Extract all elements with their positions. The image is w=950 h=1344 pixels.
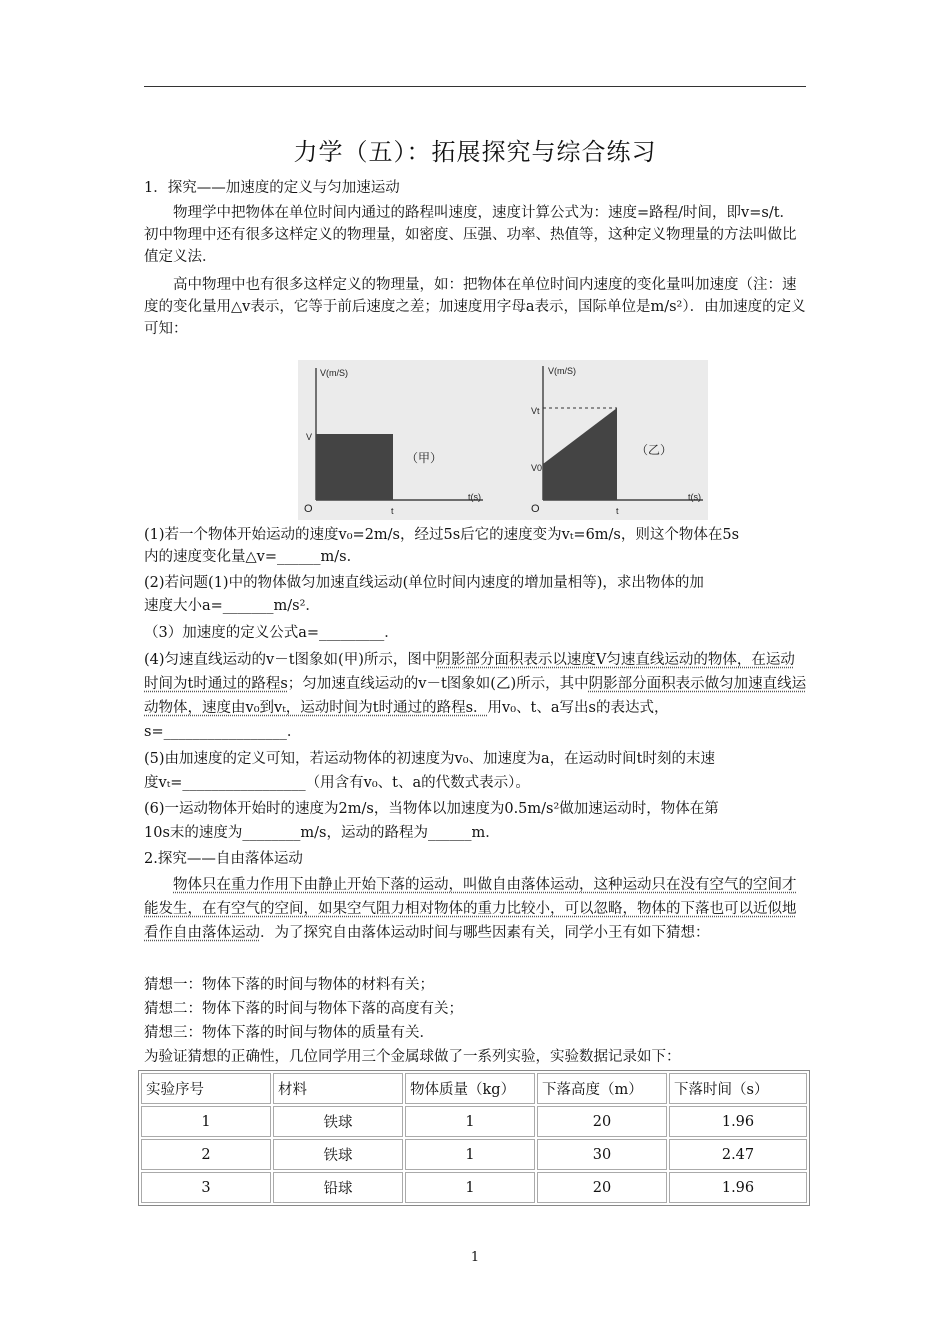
left-origin-label: O [304, 503, 313, 515]
question6-line2: 10s末的速度为________m/s，运动的路程为______m． [144, 825, 500, 841]
table-cell: 1.96 [669, 1172, 807, 1203]
table-row [141, 1139, 807, 1170]
question4 [144, 648, 808, 744]
section2-heading: 2.探究——自由落体运动 [144, 851, 303, 867]
right-tag: （乙） [636, 443, 673, 457]
table-cell: 2.47 [669, 1139, 807, 1170]
table-cell: 1 [141, 1106, 271, 1137]
right-v0-label: V0 [531, 463, 543, 473]
page-number: 1 [470, 1250, 480, 1265]
table-row [141, 1172, 807, 1203]
section2-para [144, 873, 808, 945]
table-cell: 20 [537, 1172, 667, 1203]
table-header-row [141, 1073, 807, 1104]
question5-line2: 度vₜ=_________________（用含有v₀、t、a的代数式表示）。 [144, 775, 530, 791]
experiment-table [138, 1070, 810, 1206]
left-tag: （甲） [406, 451, 443, 465]
table-cell: 1 [405, 1106, 535, 1137]
table-cell: 铁球 [273, 1139, 403, 1170]
question1-line1: (1)若一个物体开始运动的速度v₀=2m/s，经过5s后它的速度变为vₜ=6m/s，则这个物体在5s [144, 527, 740, 543]
left-xlabel: t(s) [468, 492, 481, 502]
table-header-cell: 实验序号 [141, 1073, 271, 1104]
question1-line2: 内的速度变化量△v=______m/s． [144, 549, 362, 565]
table-cell: 30 [537, 1139, 667, 1170]
left-t-label: t [391, 506, 394, 516]
table-header-cell: 材料 [273, 1073, 403, 1104]
question4-underlined2: 阴影部分面积表示做匀加速直线运动物体，速度由v₀到vₜ，运动时间为t时通过的路程s． [144, 676, 807, 716]
right-xlabel: t(s) [688, 492, 701, 502]
table-header-cell: 物体质量（kg） [405, 1073, 535, 1104]
right-t-label: t [616, 506, 619, 516]
page-title: 力学（五）：拓展探究与综合练习 [293, 138, 657, 166]
table-cell: 铁球 [273, 1106, 403, 1137]
table-cell: 2 [141, 1139, 271, 1170]
right-vt-label: Vt [531, 406, 540, 416]
table-cell: 1 [405, 1172, 535, 1203]
vt-graphs-svg [298, 360, 708, 520]
table-row [141, 1106, 807, 1137]
table-header-cell: 下落高度（m） [537, 1073, 667, 1104]
left-shaded-area [316, 434, 393, 500]
section1-para1: 物理学中把物体在单位时间内通过的路程叫速度，速度计算公式为：速度=路程/时间，即v=s/t．初中物理中还有很多这样定义的物理量，如密度、压强、功率、热值等，这种定义物理量的方法叫做比值定义法． [144, 205, 797, 265]
section2-para-rest: ．为了探究自由落体运动时间与哪些因素有关，同学小王有如下猜想： [260, 925, 710, 941]
table-cell: 3 [141, 1172, 271, 1203]
guess-1: 猜想一：物体下落的时间与物体的材料有关； [144, 977, 434, 993]
section1-para2: 高中物理中也有很多这样定义的物理量，如：把物体在单位时间内速度的变化量叫加速度（注：速度的变化量用△v表示，它等于前后速度之差；加速度用字母a表示，国际单位是m/s²）．由加速度的定义可知： [144, 277, 806, 337]
question6-line1: (6)一运动物体开始时的速度为2m/s，当物体以加速度为0.5m/s²做加速运动时，物体在第 [144, 801, 719, 817]
table-cell: 1 [405, 1139, 535, 1170]
question4-text1: (4)匀速直线运动的v－t图象如(甲)所示，图中 [144, 652, 437, 668]
header-rule [144, 86, 806, 87]
right-ylabel: V(m/S) [548, 366, 576, 376]
question3: （3）加速度的定义公式a=_________． [144, 625, 399, 641]
question2-line1: (2)若问题(1)中的物体做匀加速直线运动(单位时间内速度的增加量相等)，求出物体的加 [144, 575, 704, 591]
vt-graphs-figure [298, 360, 708, 520]
question4-underlined1: 阴影部分面积表示以速度V匀速直线运动的物体，在运动时间为t时通过的路程s [144, 652, 795, 692]
question2-line2: 速度大小a=_______m/s²． [144, 598, 320, 614]
question4-text2: ；匀加速直线运动的v－t图象如(乙)所示，其中 [287, 676, 589, 692]
left-v-label: V [306, 432, 313, 442]
table-cell: 铅球 [273, 1172, 403, 1203]
question4-text3: 用v₀、t、a写出s的表达式，s=_________________． [144, 700, 669, 740]
right-shaded-area [543, 408, 617, 500]
table-cell: 20 [537, 1106, 667, 1137]
question5-line1: (5)由加速度的定义可知，若运动物体的初速度为v₀、加速度为a，在运动时间t时刻的末速 [144, 751, 716, 767]
right-origin-label: O [531, 503, 540, 515]
table-header-cell: 下落时间（s） [669, 1073, 807, 1104]
section1-heading: 1．探究——加速度的定义与匀加速运动 [144, 180, 400, 196]
table-intro: 为验证猜想的正确性，几位同学用三个金属球做了一系列实验，实验数据记录如下： [144, 1049, 681, 1065]
guess-3: 猜想三：物体下落的时间与物体的质量有关． [144, 1025, 434, 1041]
section2-definition: 物体只在重力作用下由静止开始下落的运动，叫做自由落体运动，这种运动只在没有空气的空间才能发生，在有空气的空间，如果空气阻力相对物体的重力比较小，可以忽略，物体的下落也可以近似地看作自由落体运动 [144, 877, 797, 941]
table-cell: 1.96 [669, 1106, 807, 1137]
left-ylabel: V(m/S) [320, 368, 348, 378]
guess-2: 猜想二：物体下落的时间与物体下落的高度有关； [144, 1001, 463, 1017]
